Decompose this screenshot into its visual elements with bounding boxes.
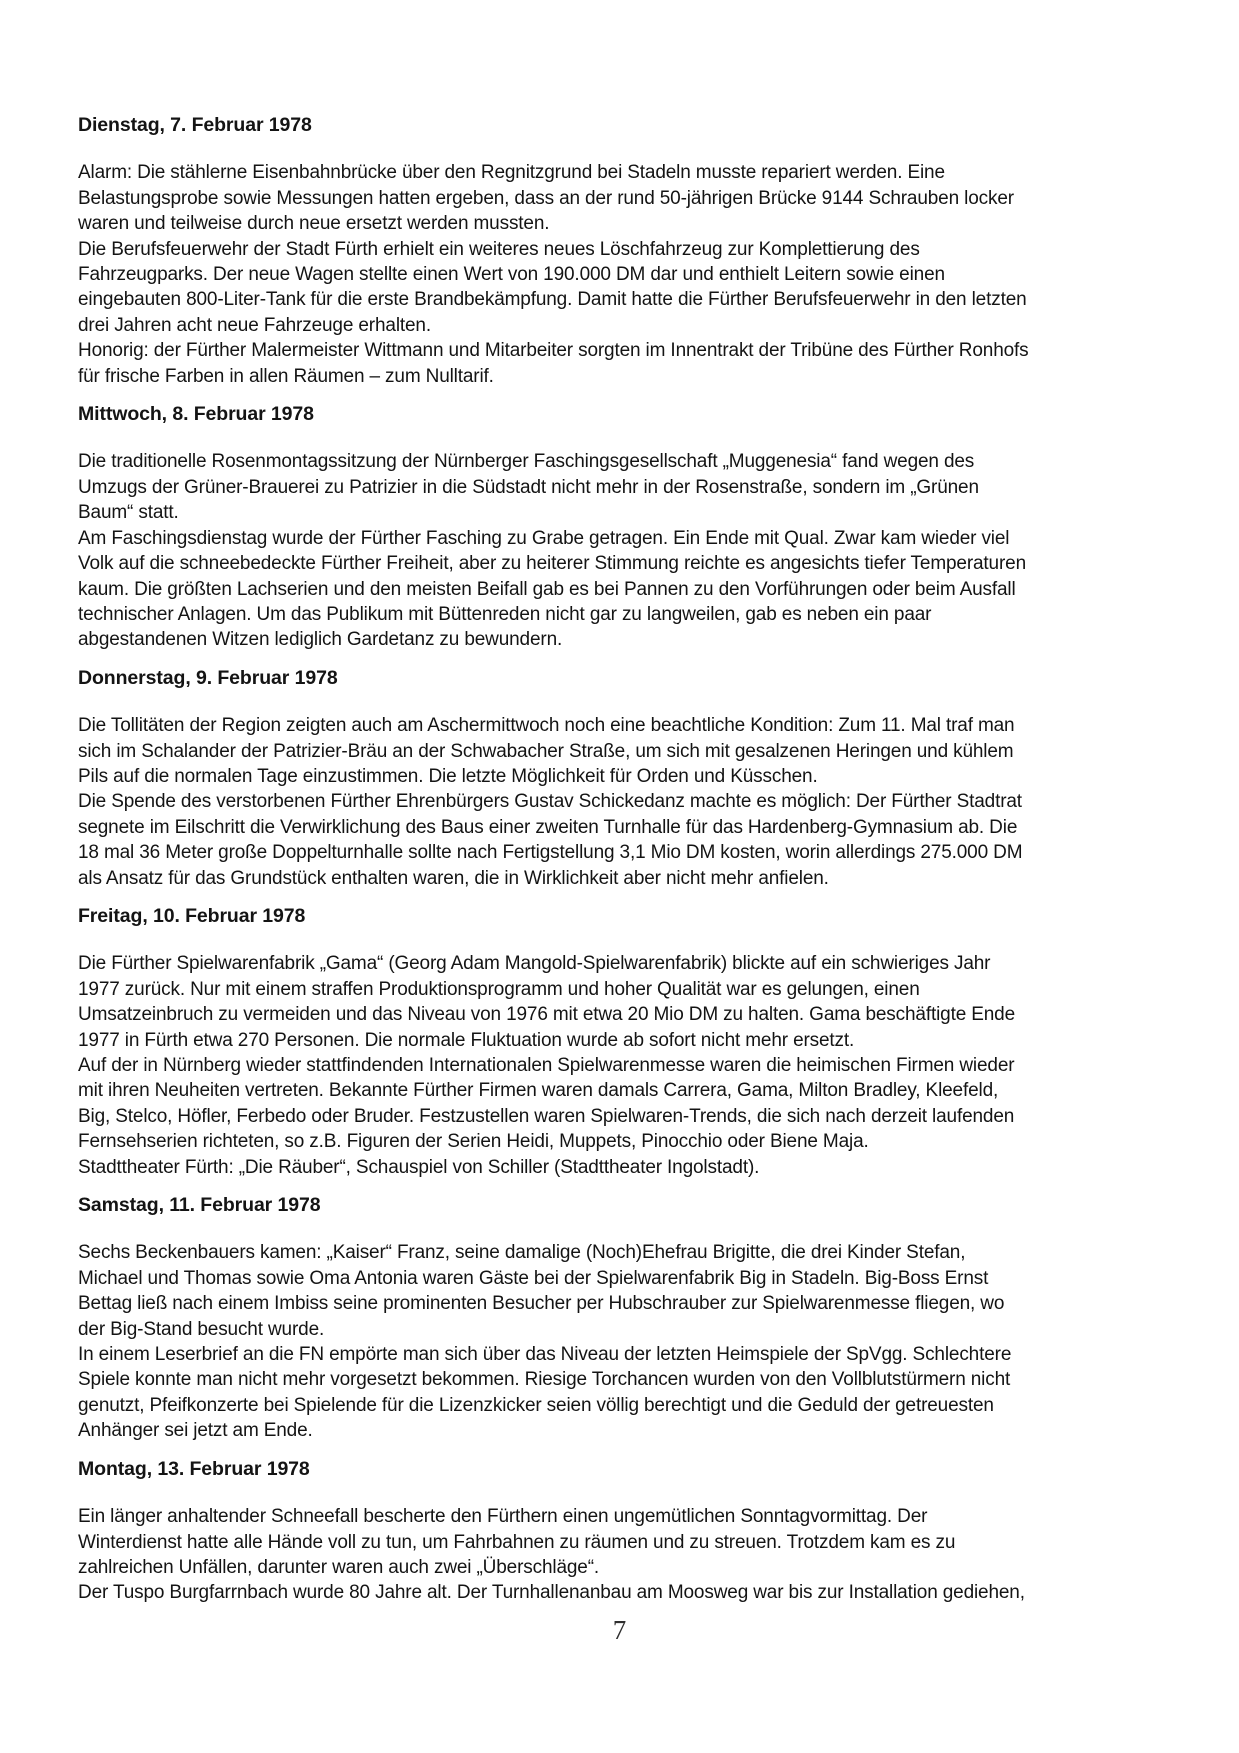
page-number: 7 xyxy=(612,1615,627,1645)
day-heading: Samstag, 11. Februar 1978 xyxy=(78,1194,321,1217)
text-line: für frische Farben in allen Räumen – zum Nulltarif. xyxy=(78,365,494,387)
text-line: Umzugs der Grüner-Brauerei zu Patrizier in die Südstadt nicht mehr in der Rosenstraße, sondern im „Grünen xyxy=(78,476,979,498)
text-line: Sechs Beckenbauers kamen: „Kaiser“ Franz, seine damalige (Noch)Ehefrau Brigitte, die drei Kinder Stefan, xyxy=(78,1242,966,1264)
text-line: Die Fürther Spielwarenfabrik „Gama“ (Georg Adam Mangold-Spielwarenfabrik) blickte auf ein schwieriges Jahr xyxy=(78,953,991,975)
text-line: Ein länger anhaltender Schneefall bescherte den Fürthern einen ungemütlichen Sonntagvormittag. Der xyxy=(78,1506,928,1528)
text-line: eingebauten 800-Liter-Tank für die erste Brandbekämpfung. Damit hatte die Fürther Berufsfeuerwehr in den letzten xyxy=(78,289,1027,311)
section-samstag-11-februar xyxy=(78,1193,1183,1444)
day-heading: Freitag, 10. Februar 1978 xyxy=(78,904,306,927)
text-line: Die traditionelle Rosenmontagssitzung der Nürnberger Faschingsgesellschaft „Muggenesia“ fand wegen des xyxy=(78,451,975,473)
text-line: Die Tollitäten der Region zeigten auch am Aschermittwoch noch eine beachtliche Kondition: Zum 11. Mal traf man xyxy=(78,715,1015,737)
section-text xyxy=(78,951,1183,1180)
text-line: drei Jahren acht neue Fahrzeuge erhalten. xyxy=(78,314,431,336)
text-line: Baum“ statt. xyxy=(78,502,179,524)
text-line: Fahrzeugparks. Der neue Wagen stellte einen Wert von 190.000 DM dar und enthielt Leitern sowie einen xyxy=(78,264,945,286)
text-line: Honorig: der Fürther Malermeister Wittmann und Mitarbeiter sorgten im Innentrakt der Tribüne des Fürther Ronhofs xyxy=(78,340,1029,362)
section-text xyxy=(78,160,1183,389)
section-montag-13-februar xyxy=(78,1457,1183,1606)
text-line: Bettag ließ nach einem Imbiss seine prominenten Besucher per Hubschrauber zur Spielwarenmesse fliegen, wo xyxy=(78,1293,1005,1315)
text-line: der Big-Stand besucht wurde. xyxy=(78,1318,325,1340)
text-line: zahlreichen Unfällen, darunter waren auch zwei „Überschläge“. xyxy=(78,1556,600,1578)
text-line: Big, Stelco, Höfler, Ferbedo oder Bruder. Festzustellen waren Spielwaren-Trends, die sich nach derzeit laufenden xyxy=(78,1105,1015,1127)
text-line: genutzt, Pfeifkonzerte bei Spielende für die Lizenzkicker seien völlig berechtigt und die Geduld der getreuesten xyxy=(78,1394,994,1416)
text-line: sich im Schalander der Patrizier-Bräu an der Schwabacher Straße, um sich mit gesalzenen Heringen und kühlem xyxy=(78,740,1014,762)
text-line: Volk auf die schneebedeckte Fürther Freiheit, aber zu heiterer Stimmung reichte es angesichts tiefer Temperaturen xyxy=(78,553,1026,575)
text-line: Alarm: Die stählerne Eisenbahnbrücke über den Regnitzgrund bei Stadeln musste repariert werden. Eine xyxy=(78,162,945,184)
day-heading: Montag, 13. Februar 1978 xyxy=(78,1457,310,1480)
day-heading: Dienstag, 7. Februar 1978 xyxy=(78,114,312,136)
text-line: kaum. Die größten Lachserien und den meisten Beifall gab es bei Pannen zu den Vorführungen oder beim Ausfall xyxy=(78,578,1016,600)
text-line: abgestandenen Witzen lediglich Gardetanz zu bewundern. xyxy=(78,629,563,651)
text-line: segnete im Eilschritt die Verwirklichung des Baus einer zweiten Turnhalle für das Hardenberg-Gymnasium ab. Die xyxy=(78,816,1018,838)
text-line: waren und teilweise durch neue ersetzt werden mussten. xyxy=(78,213,550,235)
section-text xyxy=(78,449,1183,652)
text-line: Die Berufsfeuerwehr der Stadt Fürth erhielt ein weiteres neues Löschfahrzeug zur Komplettierung des xyxy=(78,238,920,260)
section-donnerstag-9-februar xyxy=(78,666,1183,891)
day-heading: Donnerstag, 9. Februar 1978 xyxy=(78,666,338,689)
text-line: mit ihren Neuheiten vertreten. Bekannte Fürther Firmen waren damals Carrera, Gama, Milton Bradley, Kleefeld, xyxy=(78,1080,999,1102)
text-line: Der Tuspo Burgfarrnbach wurde 80 Jahre alt. Der Turnhallenanbau am Moosweg war bis zur Installation gediehen, xyxy=(78,1582,1025,1604)
text-line: Winterdienst hatte alle Hände voll zu tun, um Fahrbahnen zu räumen und zu streuen. Trotzdem kam es zu xyxy=(78,1531,956,1553)
section-text xyxy=(78,1240,1183,1443)
text-line: Stadttheater Fürth: „Die Räuber“, Schauspiel von Schiller (Stadttheater Ingolstadt). xyxy=(78,1156,760,1178)
section-mittwoch-8-februar xyxy=(78,402,1183,653)
section-freitag-10-februar xyxy=(78,904,1183,1180)
text-line: Spiele konnte man nicht mehr vorgesetzt bekommen. Riesige Torchancen wurden von den Vollblutstürmern nicht xyxy=(78,1369,1011,1391)
text-line: Pils auf die normalen Tage einzustimmen. Die letzte Möglichkeit für Orden und Küsschen. xyxy=(78,765,818,787)
text-line: In einem Leserbrief an die FN empörte man sich über das Niveau der letzten Heimspiele der SpVgg. Schlechtere xyxy=(78,1344,1012,1366)
text-line: Fernsehserien richteten, so z.B. Figuren der Serien Heidi, Muppets, Pinocchio oder Biene Maja. xyxy=(78,1131,869,1153)
text-line: 1977 in Fürth etwa 270 Personen. Die normale Fluktuation wurde ab sofort nicht mehr ersetzt. xyxy=(78,1029,855,1051)
text-line: 18 mal 36 Meter große Doppelturnhalle sollte nach Fertigstellung 3,1 Mio DM kosten, worin allerdings 275.000 DM xyxy=(78,842,1023,864)
section-text xyxy=(78,713,1183,891)
text-line: technischer Anlagen. Um das Publikum mit Büttenreden nicht gar zu langweilen, gab es neben ein paar xyxy=(78,603,932,625)
text-line: Belastungsprobe sowie Messungen hatten ergeben, dass an der rund 50-jährigen Brücke 9144 Schrauben locker xyxy=(78,187,1014,209)
text-line: Auf der in Nürnberg wieder stattfindenden Internationalen Spielwarenmesse waren die heimischen Firmen wieder xyxy=(78,1055,1015,1076)
text-line: Die Spende des verstorbenen Fürther Ehrenbürgers Gustav Schickedanz machte es möglich: Der Fürther Stadtrat xyxy=(78,791,1022,813)
section-text xyxy=(78,1504,1183,1606)
text-line: 1977 zurück. Nur mit einem straffen Produktionsprogramm und hoher Qualität war es gelungen, einen xyxy=(78,978,920,1000)
text-line: Michael und Thomas sowie Oma Antonia waren Gäste bei der Spielwarenfabrik Big in Stadeln. Big-Boss Ernst xyxy=(78,1267,989,1289)
day-heading: Mittwoch, 8. Februar 1978 xyxy=(78,403,314,426)
section-dienstag-7-februar xyxy=(78,113,1183,389)
text-line: Anhänger sei jetzt am Ende. xyxy=(78,1420,313,1442)
text-line: Am Faschingsdienstag wurde der Fürther Fasching zu Grabe getragen. Ein Ende mit Qual. Zwar kam wieder viel xyxy=(78,527,1010,549)
document-body xyxy=(78,100,1183,1606)
text-line: Umsatzeinbruch zu vermeiden und das Niveau von 1976 mit etwa 20 Mio DM zu halten. Gama beschäftigte Ende xyxy=(78,1004,1016,1026)
text-line: als Ansatz für das Grundstück enthalten waren, die in Wirklichkeit aber nicht mehr anfielen. xyxy=(78,867,829,889)
